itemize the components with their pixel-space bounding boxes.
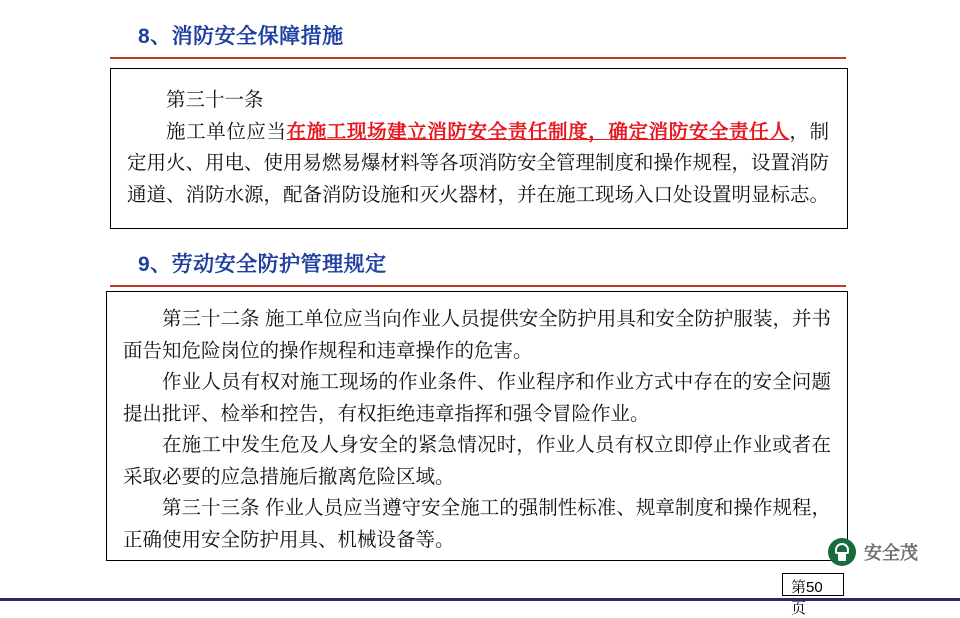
article-31-body [127, 117, 829, 212]
article-31-prefix: 施工单位应当 [166, 120, 287, 143]
section-9-underline [110, 285, 846, 287]
article-32-para-3: 在施工中发生危及人身安全的紧急情况时，作业人员有权立即停止作业或者在采取必要的应急措施后撤离危险区域。 [123, 434, 831, 488]
content-box-fire-safety [110, 68, 848, 229]
article-31-suffix: ，制定用火、用电、使用易燃易爆材料等各项消防安全管理制度和操作规程，设置消防通道、消防水源，配备消防设施和灭火器材，并在施工现场入口处设置明显标志。 [127, 120, 830, 206]
article-31-highlight: 在施工现场建立消防安全责任制度，确定消防安全责任人 [286, 120, 790, 143]
article-33-para: 第三十三条 作业人员应当遵守安全施工的强制性标准、规章制度和操作规程，正确使用安全防护用具、机械设备等。 [123, 497, 831, 552]
article-31-lead: 第三十一条 [166, 89, 264, 111]
article-32-para-2: 作业人员有权对施工现场的作业条件、作业程序和作业方式中存在的安全问题提出批评、检举和控告，有权拒绝违章指挥和强令冒险作业。 [123, 371, 831, 425]
section-8-underline [110, 57, 846, 59]
watermark-label: 安全茂 [864, 543, 918, 563]
watermark [828, 538, 918, 566]
content-box-labor-protection [106, 291, 848, 561]
section-heading-8: 8、消防安全保障措施 [138, 25, 344, 48]
section-heading-9: 9、劳动安全防护管理规定 [138, 253, 387, 276]
shield-logo-icon [828, 538, 856, 566]
article-32-para-1: 第三十二条 施工单位应当向作业人员提供安全防护用具和安全防护服装，并书面告知危险岗位的操作规程和违章操作的危害。 [123, 308, 831, 362]
page-number-badge: 第50页 [782, 573, 844, 596]
